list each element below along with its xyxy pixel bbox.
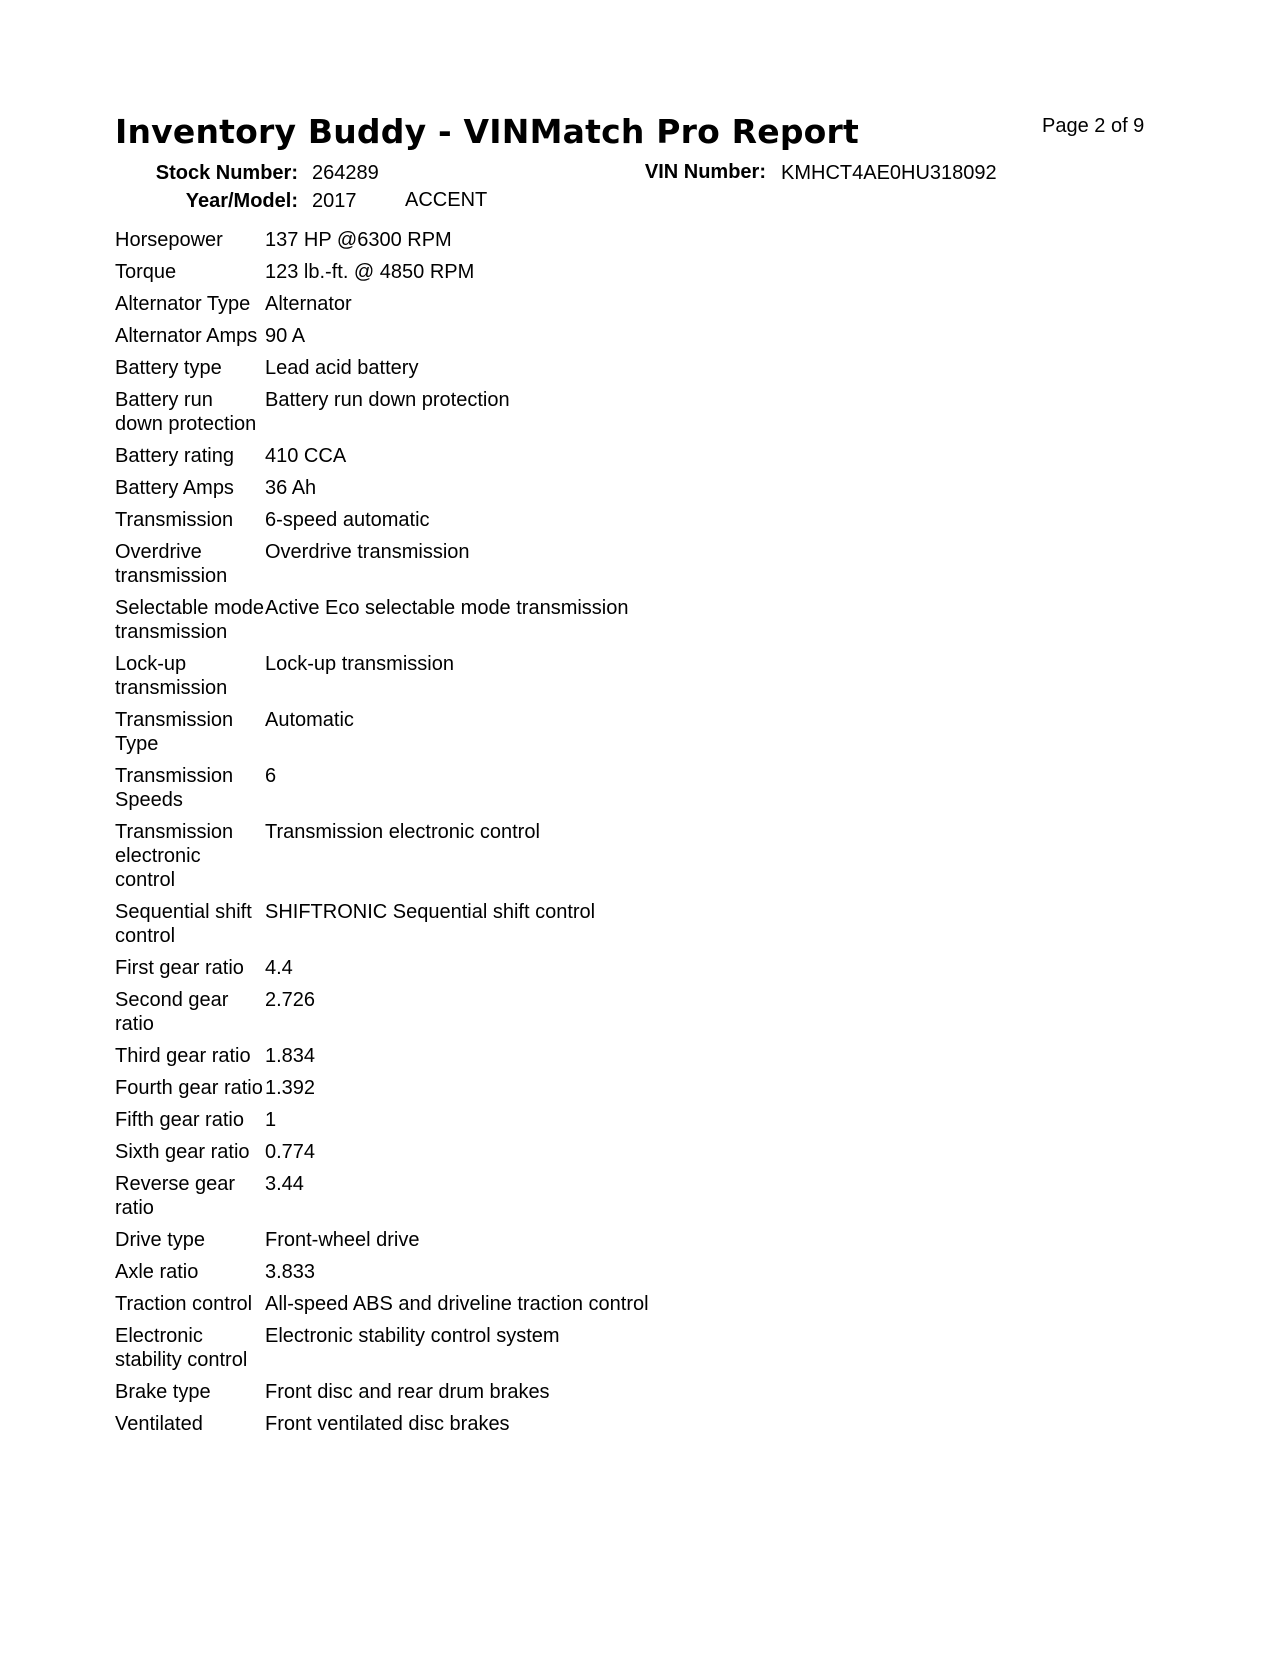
spec-label: Transmission electronic control [115, 821, 234, 891]
spec-value: 123 lb.-ft. @ 4850 RPM [265, 261, 475, 283]
spec-value: 0.774 [265, 1141, 316, 1163]
spec-label: Second gear ratio [115, 989, 229, 1035]
spec-label: Alternator Type [115, 293, 251, 315]
stock-number-value: 264289 [312, 162, 379, 184]
spec-row [115, 956, 675, 988]
spec-row [115, 1324, 675, 1380]
spec-label: Brake type [115, 1381, 211, 1403]
spec-value: Front ventilated disc brakes [265, 1413, 510, 1435]
spec-label: Battery run down protection [115, 389, 257, 435]
spec-row [115, 324, 675, 356]
spec-label: Fourth gear ratio [115, 1077, 263, 1099]
spec-value: 3.44 [265, 1173, 304, 1195]
spec-value: Lock-up transmission [265, 653, 454, 675]
spec-row [115, 1228, 675, 1260]
spec-value: Front-wheel drive [265, 1229, 420, 1251]
spec-row [115, 1108, 675, 1140]
spec-row [115, 988, 675, 1044]
spec-label: Battery Amps [115, 477, 234, 499]
spec-value: Lead acid battery [265, 357, 419, 379]
spec-value: Electronic stability control system [265, 1325, 560, 1347]
spec-row [115, 596, 675, 652]
spec-value: Alternator [265, 293, 352, 315]
spec-table [115, 228, 675, 1444]
spec-label: Lock-up transmission [115, 653, 228, 699]
spec-label: Reverse gear ratio [115, 1173, 236, 1219]
spec-row [115, 1380, 675, 1412]
spec-value: 6-speed automatic [265, 509, 430, 531]
spec-row [115, 292, 675, 324]
spec-value: 36 Ah [265, 477, 317, 499]
page-indicator: Page 2 of 9 [1042, 115, 1145, 137]
spec-row [115, 1044, 675, 1076]
spec-value: Battery run down protection [265, 389, 510, 411]
spec-row [115, 900, 675, 956]
vin-number-value: KMHCT4AE0HU318092 [781, 162, 997, 184]
spec-row [115, 1076, 675, 1108]
spec-value: Active Eco selectable mode transmission [265, 597, 629, 619]
spec-label: Traction control [115, 1293, 253, 1315]
spec-value: 2.726 [265, 989, 316, 1011]
spec-row [115, 388, 675, 444]
spec-label: Overdrive transmission [115, 541, 228, 587]
spec-value: 1.392 [265, 1077, 316, 1099]
year-model-label: Year/Model: [185, 190, 298, 212]
year-value: 2017 [312, 190, 357, 212]
spec-row [115, 356, 675, 388]
spec-value: 137 HP @6300 RPM [265, 229, 452, 251]
spec-table-body [115, 228, 675, 1444]
spec-row [115, 228, 675, 260]
spec-label: Horsepower [115, 229, 223, 251]
spec-row [115, 652, 675, 708]
spec-value: All-speed ABS and driveline traction control [265, 1293, 649, 1315]
spec-label: Battery rating [115, 445, 234, 467]
spec-label: Torque [115, 261, 177, 283]
spec-label: Fifth gear ratio [115, 1109, 244, 1131]
spec-row [115, 764, 675, 820]
spec-label: Sequential shift control [115, 901, 252, 947]
spec-value: Overdrive transmission [265, 541, 470, 563]
spec-row [115, 1412, 675, 1444]
spec-row [115, 820, 675, 900]
spec-value: 4.4 [265, 957, 293, 979]
spec-value: 90 A [265, 325, 306, 347]
report-title: Inventory Buddy - VINMatch Pro Report [115, 112, 859, 151]
spec-value: SHIFTRONIC Sequential shift control [265, 901, 596, 923]
spec-label: Selectable mode transmission [115, 597, 264, 643]
spec-row [115, 260, 675, 292]
spec-row [115, 1260, 675, 1292]
spec-value: 1.834 [265, 1045, 316, 1067]
spec-row [115, 540, 675, 596]
spec-label: Battery type [115, 357, 222, 379]
spec-label: Alternator Amps [115, 325, 258, 347]
spec-label: Transmission Speeds [115, 765, 234, 811]
spec-row [115, 476, 675, 508]
spec-label: Ventilated [115, 1413, 203, 1435]
spec-label: Transmission Type [115, 709, 234, 755]
spec-value: 6 [265, 765, 277, 787]
spec-label: First gear ratio [115, 957, 244, 979]
spec-label: Axle ratio [115, 1261, 199, 1283]
model-value: ACCENT [405, 189, 488, 211]
spec-row [115, 508, 675, 540]
spec-value: 410 CCA [265, 445, 347, 467]
spec-value: Front disc and rear drum brakes [265, 1381, 550, 1403]
spec-row [115, 708, 675, 764]
spec-label: Sixth gear ratio [115, 1141, 250, 1163]
spec-value: Automatic [265, 709, 354, 731]
stock-number-label: Stock Number: [155, 162, 298, 184]
spec-label: Drive type [115, 1229, 206, 1251]
spec-value: Transmission electronic control [265, 821, 540, 843]
spec-label: Electronic stability control [115, 1325, 248, 1371]
spec-row [115, 444, 675, 476]
spec-label: Transmission [115, 509, 234, 531]
vin-number-label: VIN Number: [644, 161, 766, 183]
spec-row [115, 1140, 675, 1172]
spec-row [115, 1172, 675, 1228]
spec-row [115, 1292, 675, 1324]
spec-value: 3.833 [265, 1261, 316, 1283]
spec-label: Third gear ratio [115, 1045, 251, 1067]
spec-value: 1 [265, 1109, 277, 1131]
